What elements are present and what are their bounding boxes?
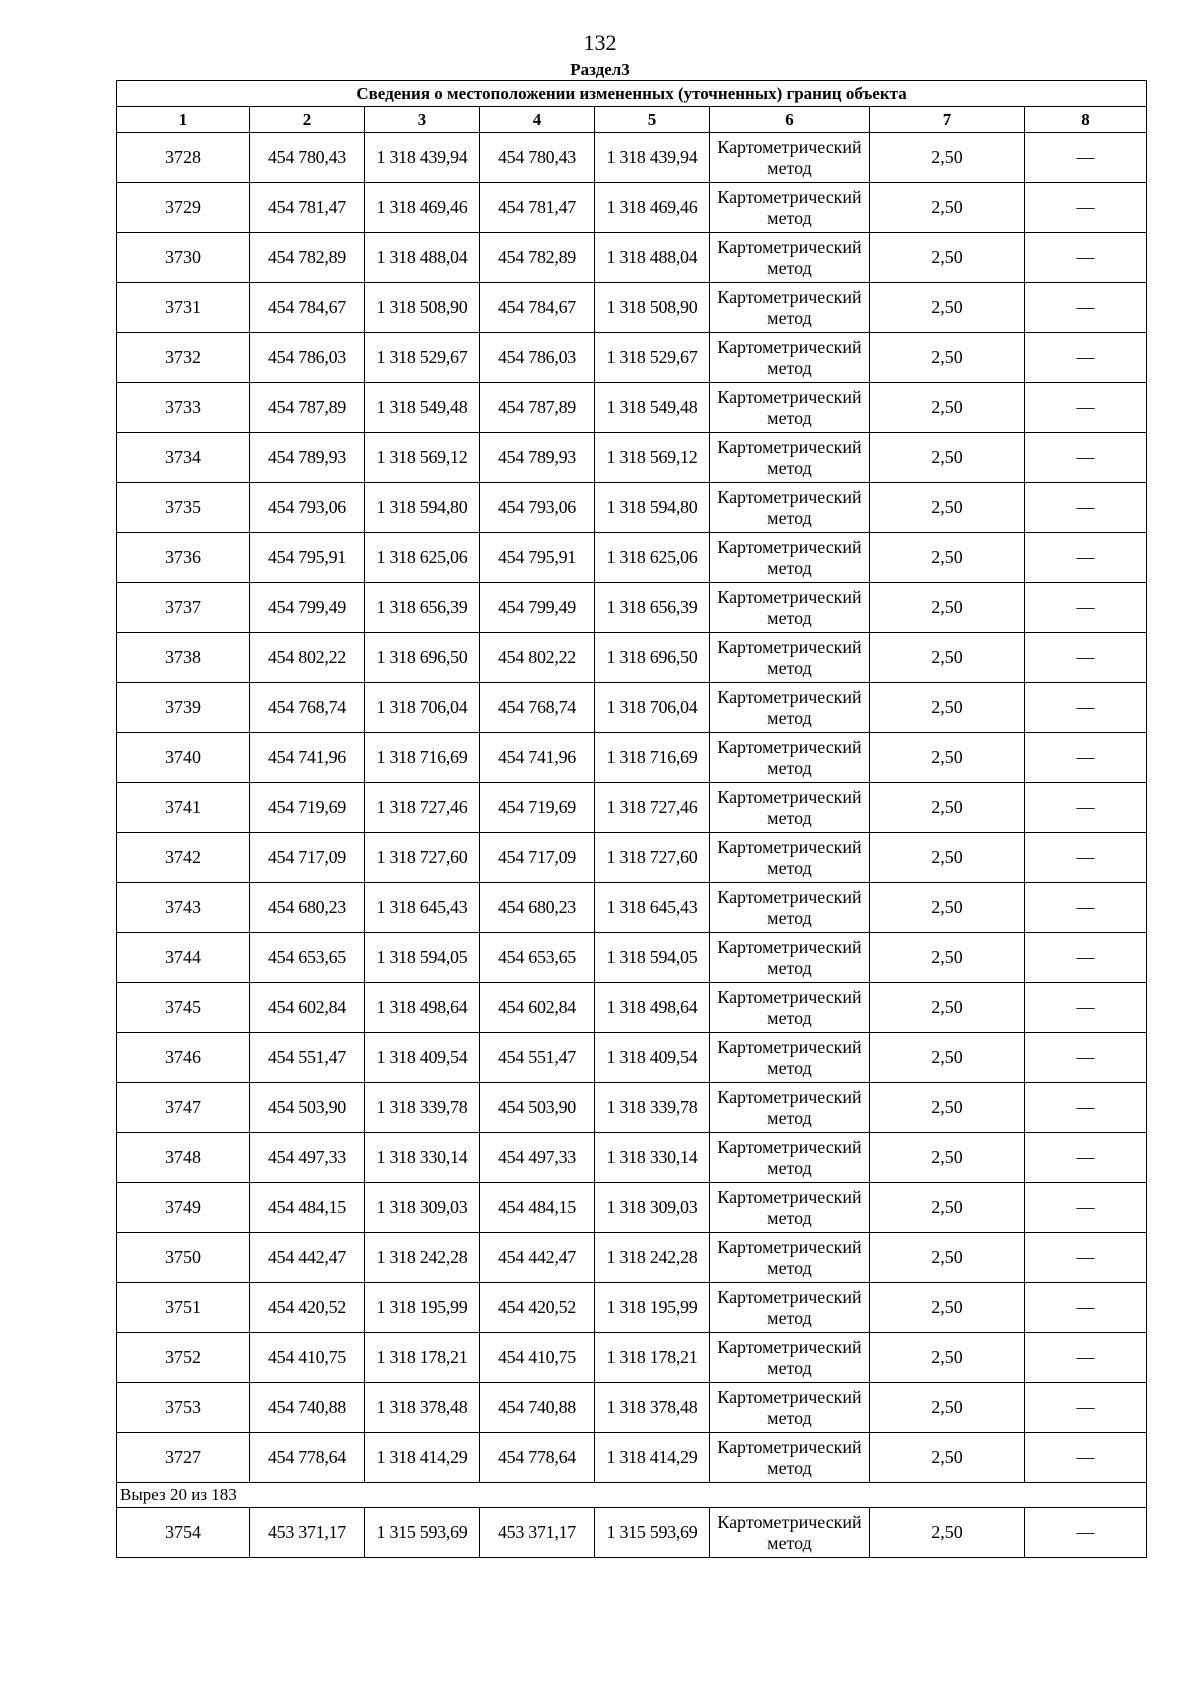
method-cell: Картометрический метод	[710, 383, 870, 433]
coordinate-cell: 454 789,93	[250, 433, 365, 483]
column-header: 6	[710, 107, 870, 133]
coordinate-cell: 454 653,65	[480, 933, 595, 983]
coordinate-cell: 454 741,96	[480, 733, 595, 783]
coordinate-cell: 454 420,52	[250, 1283, 365, 1333]
table-row	[117, 383, 1147, 433]
point-number-cell: 3737	[117, 583, 250, 633]
coordinate-cell: 1 318 645,43	[365, 883, 480, 933]
table-row	[117, 183, 1147, 233]
point-number-cell: 3732	[117, 333, 250, 383]
accuracy-cell: 2,50	[870, 333, 1025, 383]
coordinate-cell: 1 318 706,04	[365, 683, 480, 733]
description-cell: —	[1025, 1433, 1147, 1483]
coordinate-cell: 1 318 656,39	[595, 583, 710, 633]
accuracy-cell: 2,50	[870, 533, 1025, 583]
coordinate-cell: 454 795,91	[250, 533, 365, 583]
accuracy-cell: 2,50	[870, 1333, 1025, 1383]
accuracy-cell: 2,50	[870, 733, 1025, 783]
description-cell: —	[1025, 333, 1147, 383]
method-cell: Картометрический метод	[710, 433, 870, 483]
description-cell: —	[1025, 1508, 1147, 1558]
table-row	[117, 1508, 1147, 1558]
point-number-cell: 3734	[117, 433, 250, 483]
point-number-cell: 3745	[117, 983, 250, 1033]
point-number-cell: 3753	[117, 1383, 250, 1433]
coordinate-cell: 1 318 594,80	[365, 483, 480, 533]
coordinate-cell: 1 315 593,69	[365, 1508, 480, 1558]
coordinate-cell: 454 768,74	[480, 683, 595, 733]
coordinate-cell: 454 551,47	[250, 1033, 365, 1083]
coordinate-cell: 1 318 242,28	[365, 1233, 480, 1283]
accuracy-cell: 2,50	[870, 1183, 1025, 1233]
coordinate-cell: 1 318 594,05	[365, 933, 480, 983]
accuracy-cell: 2,50	[870, 1283, 1025, 1333]
coordinate-cell: 454 740,88	[250, 1383, 365, 1433]
description-cell: —	[1025, 1033, 1147, 1083]
point-number-cell: 3752	[117, 1333, 250, 1383]
description-cell: —	[1025, 483, 1147, 533]
table-row	[117, 333, 1147, 383]
coordinate-cell: 454 786,03	[250, 333, 365, 383]
method-cell: Картометрический метод	[710, 633, 870, 683]
coordinate-cell: 1 318 339,78	[595, 1083, 710, 1133]
coordinate-cell: 454 780,43	[480, 133, 595, 183]
method-cell: Картометрический метод	[710, 1033, 870, 1083]
accuracy-cell: 2,50	[870, 283, 1025, 333]
column-header: 7	[870, 107, 1025, 133]
coordinate-cell: 454 420,52	[480, 1283, 595, 1333]
description-cell: —	[1025, 983, 1147, 1033]
coordinate-cell: 1 318 508,90	[365, 283, 480, 333]
method-cell: Картометрический метод	[710, 1433, 870, 1483]
table-row	[117, 783, 1147, 833]
description-cell: —	[1025, 1333, 1147, 1383]
table-row	[117, 1283, 1147, 1333]
description-cell: —	[1025, 1083, 1147, 1133]
coordinate-cell: 454 497,33	[250, 1133, 365, 1183]
coordinate-cell: 1 318 625,06	[365, 533, 480, 583]
table-row	[117, 683, 1147, 733]
coordinate-cell: 1 318 195,99	[595, 1283, 710, 1333]
coordinate-cell: 454 680,23	[480, 883, 595, 933]
coordinate-cell: 454 787,89	[480, 383, 595, 433]
description-cell: —	[1025, 133, 1147, 183]
coordinate-cell: 1 318 508,90	[595, 283, 710, 333]
coordinate-cell: 454 680,23	[250, 883, 365, 933]
coordinate-cell: 454 410,75	[480, 1333, 595, 1383]
coordinate-cell: 1 318 469,46	[365, 183, 480, 233]
coordinate-cell: 1 318 529,67	[365, 333, 480, 383]
accuracy-cell: 2,50	[870, 1433, 1025, 1483]
method-cell: Картометрический метод	[710, 233, 870, 283]
coordinate-cell: 454 551,47	[480, 1033, 595, 1083]
coordinate-cell: 454 793,06	[250, 483, 365, 533]
point-number-cell: 3735	[117, 483, 250, 533]
table-row	[117, 483, 1147, 533]
method-cell: Картометрический метод	[710, 783, 870, 833]
method-cell: Картометрический метод	[710, 1383, 870, 1433]
coordinate-cell: 454 717,09	[250, 833, 365, 883]
accuracy-cell: 2,50	[870, 833, 1025, 883]
method-cell: Картометрический метод	[710, 983, 870, 1033]
description-cell: —	[1025, 583, 1147, 633]
description-cell: —	[1025, 633, 1147, 683]
description-cell: —	[1025, 383, 1147, 433]
coordinate-cell: 1 318 706,04	[595, 683, 710, 733]
coordinate-cell: 454 497,33	[480, 1133, 595, 1183]
coordinate-cell: 454 781,47	[250, 183, 365, 233]
accuracy-cell: 2,50	[870, 933, 1025, 983]
accuracy-cell: 2,50	[870, 183, 1025, 233]
point-number-cell: 3748	[117, 1133, 250, 1183]
method-cell: Картометрический метод	[710, 683, 870, 733]
description-cell: —	[1025, 233, 1147, 283]
method-cell: Картометрический метод	[710, 283, 870, 333]
point-number-cell: 3743	[117, 883, 250, 933]
coordinate-cell: 454 795,91	[480, 533, 595, 583]
method-cell: Картометрический метод	[710, 333, 870, 383]
accuracy-cell: 2,50	[870, 1508, 1025, 1558]
coordinate-cell: 1 318 378,48	[595, 1383, 710, 1433]
coordinate-cell: 1 318 696,50	[365, 633, 480, 683]
coordinate-cell: 454 778,64	[250, 1433, 365, 1483]
point-number-cell: 3731	[117, 283, 250, 333]
point-number-cell: 3730	[117, 233, 250, 283]
coordinate-cell: 454 442,47	[250, 1233, 365, 1283]
accuracy-cell: 2,50	[870, 783, 1025, 833]
method-cell: Картометрический метод	[710, 733, 870, 783]
table-row	[117, 1083, 1147, 1133]
point-number-cell: 3747	[117, 1083, 250, 1133]
table-row	[117, 1133, 1147, 1183]
coordinate-cell: 454 442,47	[480, 1233, 595, 1283]
table-row	[117, 983, 1147, 1033]
coordinate-cell: 454 503,90	[480, 1083, 595, 1133]
method-cell: Картометрический метод	[710, 883, 870, 933]
coordinate-cell: 1 318 716,69	[365, 733, 480, 783]
coordinate-cell: 1 318 727,60	[595, 833, 710, 883]
coordinate-cell: 1 318 594,80	[595, 483, 710, 533]
description-cell: —	[1025, 1233, 1147, 1283]
page-number: 132	[583, 30, 617, 55]
coordinate-cell: 1 318 727,60	[365, 833, 480, 883]
coordinate-cell: 454 802,22	[480, 633, 595, 683]
coordinate-cell: 1 318 716,69	[595, 733, 710, 783]
coordinate-cell: 454 741,96	[250, 733, 365, 783]
table-row	[117, 633, 1147, 683]
description-cell: —	[1025, 1283, 1147, 1333]
coordinate-cell: 1 318 414,29	[365, 1433, 480, 1483]
coordinate-cell: 454 719,69	[480, 783, 595, 833]
table-row	[117, 433, 1147, 483]
coordinate-cell: 1 318 414,29	[595, 1433, 710, 1483]
method-cell: Картометрический метод	[710, 483, 870, 533]
method-cell: Картометрический метод	[710, 1083, 870, 1133]
method-cell: Картометрический метод	[710, 833, 870, 883]
table-row	[117, 1233, 1147, 1283]
coordinate-cell: 1 318 242,28	[595, 1233, 710, 1283]
coordinate-cell: 1 318 529,67	[595, 333, 710, 383]
method-cell: Картометрический метод	[710, 583, 870, 633]
accuracy-cell: 2,50	[870, 1083, 1025, 1133]
point-number-cell: 3751	[117, 1283, 250, 1333]
coordinate-cell: 454 784,67	[480, 283, 595, 333]
point-number-cell: 3741	[117, 783, 250, 833]
coordinate-cell: 454 781,47	[480, 183, 595, 233]
accuracy-cell: 2,50	[870, 883, 1025, 933]
point-number-cell: 3740	[117, 733, 250, 783]
table-row	[117, 583, 1147, 633]
coordinate-cell: 1 318 549,48	[365, 383, 480, 433]
point-number-cell: 3736	[117, 533, 250, 583]
table-row	[117, 283, 1147, 333]
method-cell: Картометрический метод	[710, 1233, 870, 1283]
accuracy-cell: 2,50	[870, 683, 1025, 733]
accuracy-cell: 2,50	[870, 1133, 1025, 1183]
description-cell: —	[1025, 1183, 1147, 1233]
accuracy-cell: 2,50	[870, 1383, 1025, 1433]
column-header: 5	[595, 107, 710, 133]
table-row	[117, 1433, 1147, 1483]
coordinate-cell: 454 782,89	[250, 233, 365, 283]
coordinate-cell: 1 318 696,50	[595, 633, 710, 683]
table-row	[117, 1333, 1147, 1383]
column-header: 1	[117, 107, 250, 133]
point-number-cell: 3742	[117, 833, 250, 883]
method-cell: Картометрический метод	[710, 933, 870, 983]
table-title-row	[117, 81, 1147, 107]
table-row	[117, 133, 1147, 183]
coordinate-cell: 1 318 594,05	[595, 933, 710, 983]
point-number-cell: 3750	[117, 1233, 250, 1283]
coordinate-cell: 454 802,22	[250, 633, 365, 683]
table-row	[117, 883, 1147, 933]
coordinate-cell: 1 318 656,39	[365, 583, 480, 633]
coordinate-cell: 454 768,74	[250, 683, 365, 733]
coordinate-cell: 1 318 569,12	[365, 433, 480, 483]
column-header: 8	[1025, 107, 1147, 133]
coordinate-cell: 1 318 178,21	[595, 1333, 710, 1383]
point-number-cell: 3727	[117, 1433, 250, 1483]
coordinate-cell: 1 318 625,06	[595, 533, 710, 583]
coordinate-cell: 1 318 195,99	[365, 1283, 480, 1333]
coordinate-cell: 454 793,06	[480, 483, 595, 533]
coordinate-cell: 454 653,65	[250, 933, 365, 983]
accuracy-cell: 2,50	[870, 583, 1025, 633]
coordinate-cell: 454 782,89	[480, 233, 595, 283]
coordinate-cell: 1 318 409,54	[365, 1033, 480, 1083]
coordinate-cell: 454 602,84	[480, 983, 595, 1033]
point-number-cell: 3744	[117, 933, 250, 983]
accuracy-cell: 2,50	[870, 433, 1025, 483]
description-cell: —	[1025, 183, 1147, 233]
coordinate-cell: 1 318 645,43	[595, 883, 710, 933]
point-number-cell: 3738	[117, 633, 250, 683]
table-title: Сведения о местоположении измененных (уточненных) границ объекта	[117, 81, 1147, 107]
accuracy-cell: 2,50	[870, 633, 1025, 683]
coordinate-cell: 454 484,15	[480, 1183, 595, 1233]
coordinate-cell: 1 318 498,64	[365, 983, 480, 1033]
method-cell: Картометрический метод	[710, 133, 870, 183]
description-cell: —	[1025, 933, 1147, 983]
coordinate-cell: 454 717,09	[480, 833, 595, 883]
coordinate-cell: 454 789,93	[480, 433, 595, 483]
coordinate-cell: 1 315 593,69	[595, 1508, 710, 1558]
description-cell: —	[1025, 433, 1147, 483]
table-row	[117, 933, 1147, 983]
method-cell: Картометрический метод	[710, 183, 870, 233]
coordinate-cell: 1 318 469,46	[595, 183, 710, 233]
coordinate-cell: 454 602,84	[250, 983, 365, 1033]
point-number-cell: 3739	[117, 683, 250, 733]
column-header: 4	[480, 107, 595, 133]
table-row	[117, 1183, 1147, 1233]
coordinate-cell: 1 318 378,48	[365, 1383, 480, 1433]
table-row	[117, 533, 1147, 583]
coordinate-cell: 1 318 339,78	[365, 1083, 480, 1133]
table-row	[117, 1033, 1147, 1083]
method-cell: Картометрический метод	[710, 1133, 870, 1183]
accuracy-cell: 2,50	[870, 483, 1025, 533]
column-header: 3	[365, 107, 480, 133]
accuracy-cell: 2,50	[870, 383, 1025, 433]
description-cell: —	[1025, 783, 1147, 833]
accuracy-cell: 2,50	[870, 233, 1025, 283]
table-row	[117, 233, 1147, 283]
coordinate-cell: 454 410,75	[250, 1333, 365, 1383]
description-cell: —	[1025, 883, 1147, 933]
coordinate-cell: 1 318 330,14	[365, 1133, 480, 1183]
coordinate-cell: 1 318 309,03	[365, 1183, 480, 1233]
point-number-cell: 3733	[117, 383, 250, 433]
coordinate-cell: 454 740,88	[480, 1383, 595, 1433]
coordinate-cell: 454 784,67	[250, 283, 365, 333]
table-row	[117, 733, 1147, 783]
coordinate-cell: 1 318 569,12	[595, 433, 710, 483]
coordinate-cell: 454 787,89	[250, 383, 365, 433]
description-cell: —	[1025, 683, 1147, 733]
section-title: Раздел3	[570, 60, 630, 79]
coordinate-cell: 1 318 409,54	[595, 1033, 710, 1083]
coordinate-cell: 454 719,69	[250, 783, 365, 833]
coordinate-cell: 454 503,90	[250, 1083, 365, 1133]
description-cell: —	[1025, 1383, 1147, 1433]
coordinate-cell: 1 318 330,14	[595, 1133, 710, 1183]
coordinate-cell: 1 318 488,04	[595, 233, 710, 283]
cutout-label: Вырез 20 из 183	[117, 1483, 1147, 1508]
coordinate-cell: 454 780,43	[250, 133, 365, 183]
method-cell: Картометрический метод	[710, 1333, 870, 1383]
coordinate-cell: 454 778,64	[480, 1433, 595, 1483]
coordinate-cell: 1 318 727,46	[365, 783, 480, 833]
description-cell: —	[1025, 283, 1147, 333]
coordinate-cell: 1 318 549,48	[595, 383, 710, 433]
coordinate-cell: 454 786,03	[480, 333, 595, 383]
method-cell: Картометрический метод	[710, 533, 870, 583]
coordinate-cell: 453 371,17	[480, 1508, 595, 1558]
point-number-cell: 3754	[117, 1508, 250, 1558]
method-cell: Картометрический метод	[710, 1183, 870, 1233]
method-cell: Картометрический метод	[710, 1508, 870, 1558]
coordinate-cell: 1 318 178,21	[365, 1333, 480, 1383]
coordinate-cell: 1 318 439,94	[595, 133, 710, 183]
point-number-cell: 3749	[117, 1183, 250, 1233]
cutout-row	[117, 1483, 1147, 1508]
coordinate-cell: 1 318 439,94	[365, 133, 480, 183]
description-cell: —	[1025, 1133, 1147, 1183]
accuracy-cell: 2,50	[870, 1233, 1025, 1283]
accuracy-cell: 2,50	[870, 1033, 1025, 1083]
coordinate-cell: 1 318 727,46	[595, 783, 710, 833]
coordinate-cell: 453 371,17	[250, 1508, 365, 1558]
coordinate-cell: 454 799,49	[480, 583, 595, 633]
coordinate-cell: 1 318 488,04	[365, 233, 480, 283]
column-header-row	[117, 107, 1147, 133]
column-header: 2	[250, 107, 365, 133]
point-number-cell: 3746	[117, 1033, 250, 1083]
method-cell: Картометрический метод	[710, 1283, 870, 1333]
table-row	[117, 1383, 1147, 1433]
point-number-cell: 3728	[117, 133, 250, 183]
point-number-cell: 3729	[117, 183, 250, 233]
description-cell: —	[1025, 733, 1147, 783]
coordinate-cell: 454 484,15	[250, 1183, 365, 1233]
accuracy-cell: 2,50	[870, 983, 1025, 1033]
coordinate-cell: 454 799,49	[250, 583, 365, 633]
boundary-coordinates-table	[116, 80, 1147, 1558]
accuracy-cell: 2,50	[870, 133, 1025, 183]
description-cell: —	[1025, 833, 1147, 883]
table-row	[117, 833, 1147, 883]
description-cell: —	[1025, 533, 1147, 583]
coordinate-cell: 1 318 309,03	[595, 1183, 710, 1233]
coordinate-cell: 1 318 498,64	[595, 983, 710, 1033]
